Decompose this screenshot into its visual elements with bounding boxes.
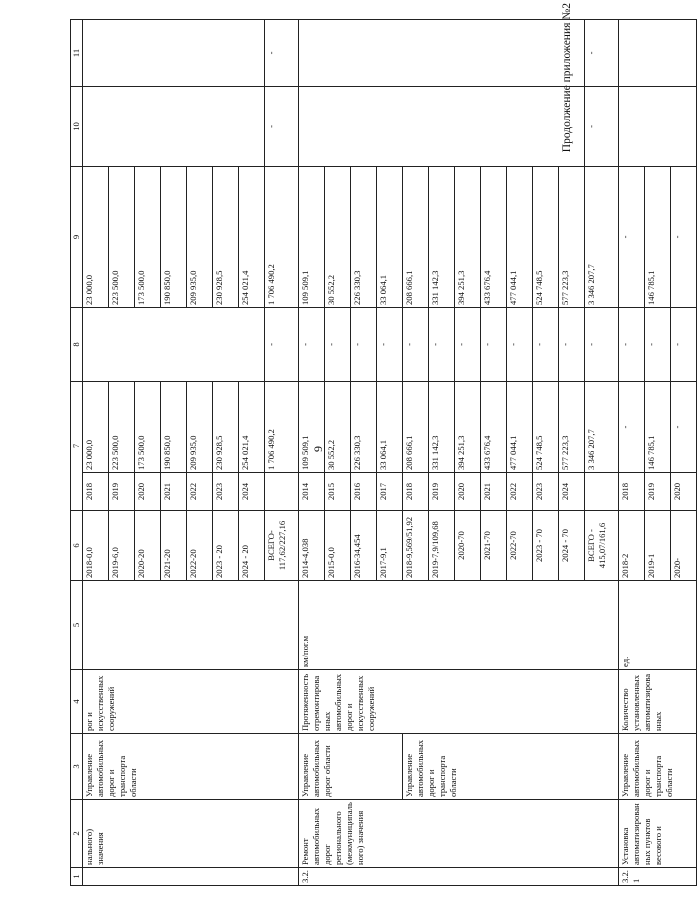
- cell-year: 2024: [559, 473, 585, 511]
- col-num-8: 8: [71, 307, 83, 381]
- cell-indicator-value: 2019-7,9/109,68: [429, 511, 455, 581]
- cell-indicator-value: 2019-6,0: [109, 511, 135, 581]
- cell-total: 208 666,1: [403, 381, 429, 472]
- col-num-6: 6: [71, 511, 83, 581]
- cell-regional: 524 748,5: [533, 166, 559, 307]
- cell-regional: 577 223,3: [559, 166, 585, 307]
- column-number-row: [71, 19, 83, 885]
- col-num-11: 11: [71, 19, 83, 86]
- cell-year: [585, 473, 619, 511]
- col-num-1: 1: [71, 868, 83, 886]
- cell-executor: Управление автомобильных дорог области: [299, 734, 403, 800]
- cell-indicator-value: 2019-1: [645, 511, 671, 581]
- cell-other: -: [585, 19, 619, 86]
- continuation-title: Продолжение приложения №2: [561, 3, 573, 153]
- cell-indicator-value: ВСЕГО- 117,62/227,16: [265, 511, 299, 581]
- cell-year: 2018: [619, 473, 645, 511]
- cell-federal: -: [325, 307, 351, 381]
- cell-regional: 146 785,1: [645, 166, 671, 307]
- cell-federal: -: [429, 307, 455, 381]
- cell-other: -: [265, 19, 299, 86]
- cell-year: 2020: [455, 473, 481, 511]
- cell-federal: -: [455, 307, 481, 381]
- cell-regional: 223 500,0: [109, 166, 135, 307]
- cell-regional: 230 928,5: [213, 166, 239, 307]
- table-row: [619, 19, 645, 885]
- cell-other: [83, 19, 265, 86]
- cell-year: 2015: [325, 473, 351, 511]
- cell-regional: 33 064,1: [377, 166, 403, 307]
- cell-federal: -: [645, 307, 671, 381]
- cell-year: 2024: [239, 473, 265, 511]
- cell-regional: 331 142,3: [429, 166, 455, 307]
- cell-total: 331 142,3: [429, 381, 455, 472]
- cell-regional: 30 552,2: [325, 166, 351, 307]
- cell-year: 2022: [507, 473, 533, 511]
- cell-indicator-value: 2015-0,0: [325, 511, 351, 581]
- col-num-4: 4: [71, 670, 83, 734]
- cell-indicator-value: 2020-: [671, 511, 697, 581]
- cell-year: 2016: [351, 473, 377, 511]
- cell-indicator-value: 2023 - 70: [533, 511, 559, 581]
- cell-executor: Управление автомобильных дорог и транспорта области: [619, 734, 697, 800]
- cell-regional: 394 251,3: [455, 166, 481, 307]
- cell-total: 230 928,5: [213, 381, 239, 472]
- cell-year: 2020: [135, 473, 161, 511]
- cell-federal: -: [559, 307, 585, 381]
- cell-local: -: [265, 86, 299, 166]
- cell-year: 2018: [403, 473, 429, 511]
- cell-federal: -: [265, 307, 299, 381]
- cell-total: 146 785,1: [645, 381, 671, 472]
- cell-unit: ед.: [619, 581, 697, 670]
- cell-total: 254 021,4: [239, 381, 265, 472]
- cell-total: 226 330,3: [351, 381, 377, 472]
- cell-federal: -: [533, 307, 559, 381]
- cell-regional: 23 000,0: [83, 166, 109, 307]
- cell-total: 173 500,0: [135, 381, 161, 472]
- cell-indicator-value: 2023 - 20: [213, 511, 239, 581]
- cell-indicator-value: 2020-20: [135, 511, 161, 581]
- cell-year: 2023: [533, 473, 559, 511]
- cell-total: 23 000,0: [83, 381, 109, 472]
- cell-total: -: [671, 381, 697, 472]
- cell-num: 3.2.1: [619, 868, 697, 886]
- cell-regional: 209 935,0: [187, 166, 213, 307]
- cell-indicator-value: 2022-70: [507, 511, 533, 581]
- cell-name: Установка автоматизированных пунктов весового и: [619, 800, 697, 868]
- cell-year: 2020: [671, 473, 697, 511]
- cell-indicator-value: 2018-0,0: [83, 511, 109, 581]
- cell-total: 524 748,5: [533, 381, 559, 472]
- cell-regional: 254 021,4: [239, 166, 265, 307]
- cell-year: 2021: [481, 473, 507, 511]
- cell-indicator-value: 2021-70: [481, 511, 507, 581]
- cell-name: нального) значения: [83, 800, 299, 868]
- cell-total: 1 706 490,2: [265, 381, 299, 472]
- cell-federal: -: [619, 307, 645, 381]
- cell-regional: 173 500,0: [135, 166, 161, 307]
- cell-local: [619, 86, 697, 166]
- cell-total: 209 935,0: [187, 381, 213, 472]
- cell-indicator: Количество установленных автоматизированных: [619, 670, 697, 734]
- col-num-10: 10: [71, 86, 83, 166]
- cell-local: [83, 86, 265, 166]
- cell-executor: Управление автомобильных дорог и транспорта области: [83, 734, 299, 800]
- cell-indicator-value: 2018-9,569/51,92: [403, 511, 429, 581]
- cell-num: [83, 868, 299, 886]
- cell-indicator-value: 2024 - 70: [559, 511, 585, 581]
- cell-year: 2018: [83, 473, 109, 511]
- col-num-9: 9: [71, 166, 83, 307]
- cell-total: 223 500,0: [109, 381, 135, 472]
- cell-regional: -: [619, 166, 645, 307]
- cell-federal: -: [299, 307, 325, 381]
- cell-regional: 1 706 490,2: [265, 166, 299, 307]
- cell-indicator-value: 2014-4,038: [299, 511, 325, 581]
- cell-total: 33 064,1: [377, 381, 403, 472]
- cell-year: 2019: [109, 473, 135, 511]
- cell-federal: -: [585, 307, 619, 381]
- table-row: [83, 19, 109, 885]
- cell-year: 2019: [645, 473, 671, 511]
- cell-regional: 3 346 207,7: [585, 166, 619, 307]
- cell-indicator-value: 2016-34,454: [351, 511, 377, 581]
- cell-regional: 226 330,3: [351, 166, 377, 307]
- cell-local: -: [585, 86, 619, 166]
- cell-federal: -: [351, 307, 377, 381]
- cell-indicator: Протяженность отремонтированных автомобильных дорог и искусственных сооружений: [299, 670, 619, 734]
- cell-executor: Управление автомобильных дорог и транспорта области: [403, 734, 619, 800]
- cell-year: [265, 473, 299, 511]
- cell-total: 109 509,1: [299, 381, 325, 472]
- cell-total: 30 552,2: [325, 381, 351, 472]
- cell-indicator-value: 2020-70: [455, 511, 481, 581]
- cell-year: 2019: [429, 473, 455, 511]
- cell-regional: -: [671, 166, 697, 307]
- cell-year: 2023: [213, 473, 239, 511]
- cell-year: 2021: [161, 473, 187, 511]
- cell-total: 394 251,3: [455, 381, 481, 472]
- col-num-3: 3: [71, 734, 83, 800]
- col-num-7: 7: [71, 381, 83, 510]
- cell-indicator: рог и искусственных сооружений: [83, 670, 299, 734]
- cell-indicator-value: 2018-2: [619, 511, 645, 581]
- col-num-5: 5: [71, 581, 83, 670]
- cell-regional: 433 676,4: [481, 166, 507, 307]
- cell-unit: км/пог.м: [299, 581, 619, 670]
- cell-num: 3.2.: [299, 868, 619, 886]
- cell-regional: 190 850,0: [161, 166, 187, 307]
- cell-other: [299, 19, 585, 86]
- cell-local: [299, 86, 585, 166]
- cell-total: 190 850,0: [161, 381, 187, 472]
- cell-name: Ремонт автомобильных дорог регионального (межмуниципального) значения: [299, 800, 619, 868]
- cell-total: 577 223,3: [559, 381, 585, 472]
- cell-total: -: [619, 381, 645, 472]
- cell-regional: 109 509,1: [299, 166, 325, 307]
- cell-regional: 208 666,1: [403, 166, 429, 307]
- cell-indicator-value: ВСЕГО - 415,07/161,6: [585, 511, 619, 581]
- cell-total: 3 346 207,7: [585, 381, 619, 472]
- cell-federal: -: [481, 307, 507, 381]
- cell-federal: -: [377, 307, 403, 381]
- cell-year: 2017: [377, 473, 403, 511]
- page-number: 9: [311, 446, 325, 452]
- cell-year: 2014: [299, 473, 325, 511]
- cell-other: [619, 19, 697, 86]
- cell-total: 477 044,1: [507, 381, 533, 472]
- table-row: [299, 19, 325, 885]
- cell-federal: -: [507, 307, 533, 381]
- cell-indicator-value: 2017-9,1: [377, 511, 403, 581]
- col-num-2: 2: [71, 800, 83, 868]
- cell-indicator-value: 2022-20: [187, 511, 213, 581]
- cell-federal: [83, 307, 265, 381]
- cell-indicator-value: 2021-20: [161, 511, 187, 581]
- cell-total: 433 676,4: [481, 381, 507, 472]
- cell-regional: 477 044,1: [507, 166, 533, 307]
- cell-year: 2022: [187, 473, 213, 511]
- cell-unit: [83, 581, 299, 670]
- program-table: [70, 19, 697, 886]
- cell-federal: -: [403, 307, 429, 381]
- cell-federal: -: [671, 307, 697, 381]
- cell-indicator-value: 2024 - 20: [239, 511, 265, 581]
